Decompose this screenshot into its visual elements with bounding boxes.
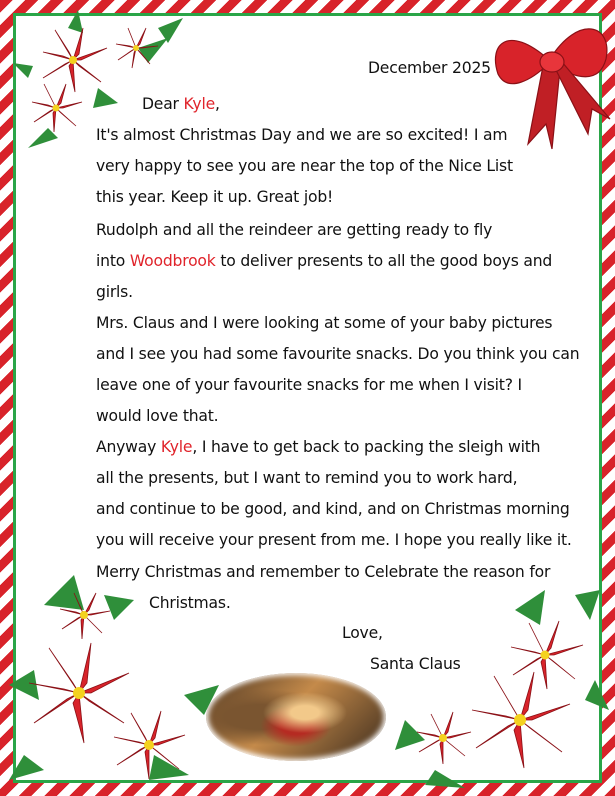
anyway-prefix: Anyway xyxy=(96,438,161,456)
signature: Santa Claus xyxy=(370,655,461,673)
letter-line: girls. xyxy=(96,283,133,301)
letter-line: this year. Keep it up. Great job! xyxy=(96,188,334,206)
letter-date: December 2025 xyxy=(368,59,491,77)
town-prefix: into xyxy=(96,252,130,270)
letter-line: and continue to be good, and kind, and on Christmas morning xyxy=(96,500,570,518)
greeting-prefix: Dear xyxy=(142,95,184,113)
letter-line: It's almost Christmas Day and we are so excited! I am xyxy=(96,126,508,144)
greeting-suffix: , xyxy=(214,95,220,113)
letter-line: all the presents, but I want to remind you to work hard, xyxy=(96,469,518,487)
letter-line: would love that. xyxy=(96,407,219,425)
town-line xyxy=(96,252,552,270)
letter-line: very happy to see you are near the top of the Nice List xyxy=(96,157,513,175)
letter-line: Merry Christmas and remember to Celebrate the reason for xyxy=(96,563,551,581)
closing: Love, xyxy=(342,624,383,642)
letter-line: Mrs. Claus and I were looking at some of your baby pictures xyxy=(96,314,553,332)
letter-line: and I see you had some favourite snacks. Do you think you can xyxy=(96,345,580,363)
letter-line: Rudolph and all the reindeer are getting ready to fly xyxy=(96,221,493,239)
town-suffix: to deliver presents to all the good boys and xyxy=(215,252,553,270)
letter-line: you will receive your present from me. I hope you really like it. xyxy=(96,531,572,549)
town-name: Woodbrook xyxy=(129,252,216,270)
greeting xyxy=(142,95,220,113)
anyway-line xyxy=(96,438,540,456)
letter-line: leave one of your favourite snacks for me when I visit? I xyxy=(96,376,522,394)
child-name-2: Kyle xyxy=(160,438,193,456)
letter-line: Christmas. xyxy=(149,594,231,612)
anyway-suffix: , I have to get back to packing the sleigh with xyxy=(192,438,541,456)
child-name: Kyle xyxy=(183,95,215,113)
